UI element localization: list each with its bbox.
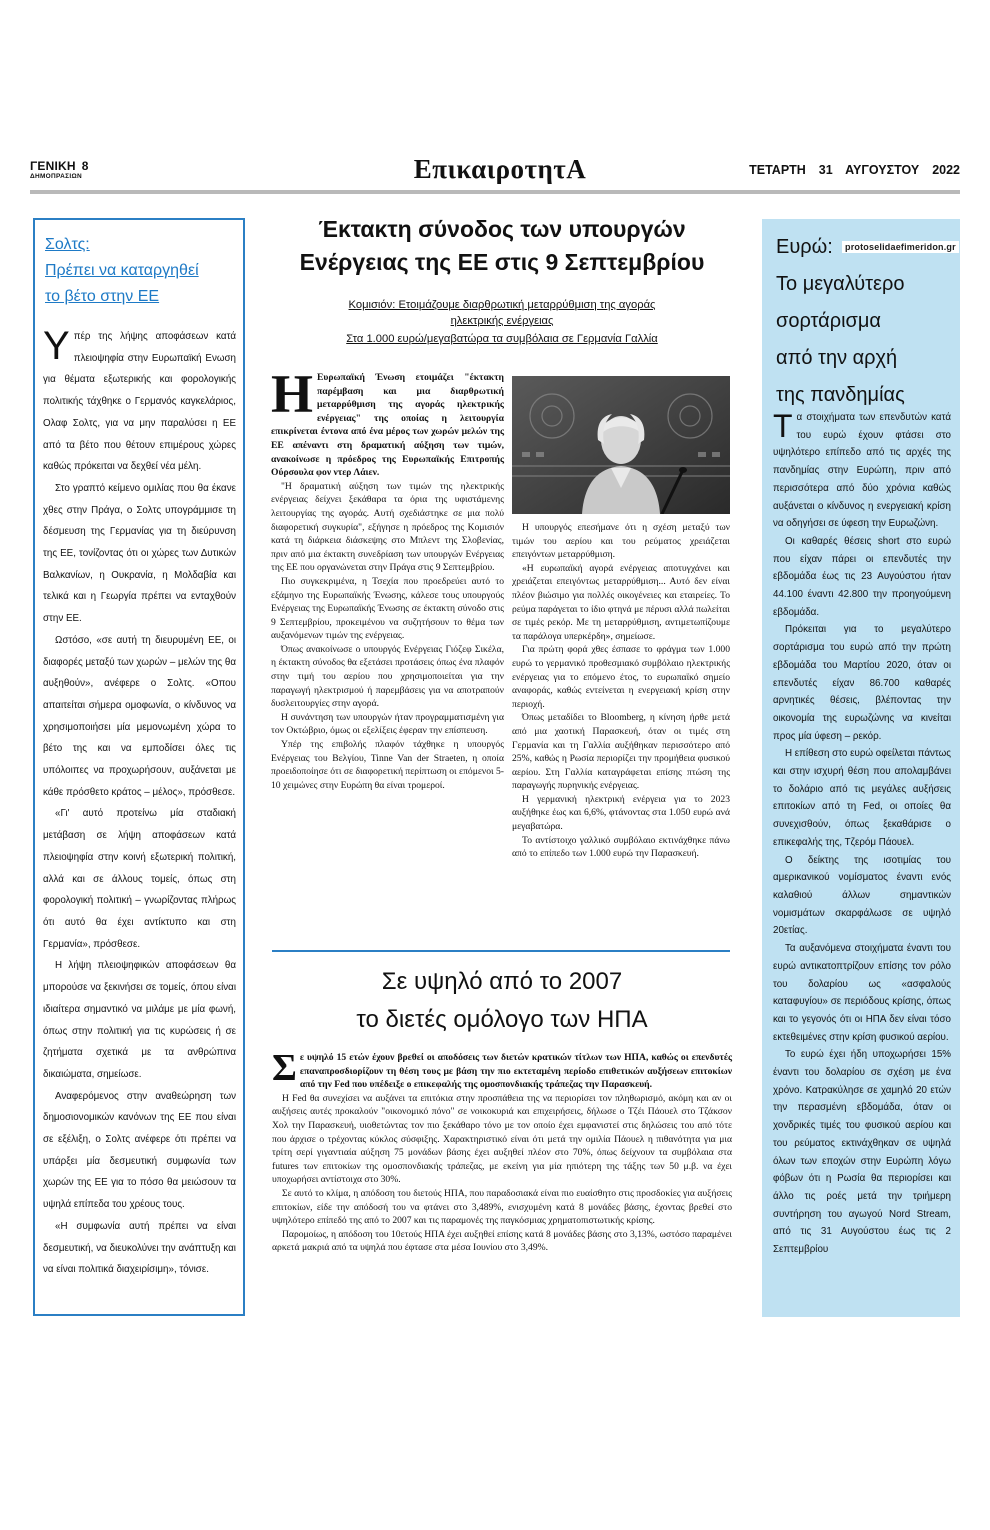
paragraph: Τα αυξανόμενα στοιχήματα έναντι του ευρώ αντικατοπτρίζουν επίσης τον ρόλο του δολαρίου ως «ασφαλούς καταφυγίου» σε περιόδους κρίσης, όπως και το γεγονός ότι οι ΗΠΑ δεν είναι τόσο εκτεθειμένες στην κρίση φυσικού αερίου.: [773, 943, 951, 1043]
paragraph: Πρόκειται για το μεγαλύτερο σορτάρισμα του ευρώ από την πρώτη εβδομάδα του Μαρτίου 2020, όταν οι επενδυτές είχαν 86.700 καθαρές αρνητικές θέσεις, βλέποντας την οικονομία της ευρωζώνης να κινείται προς μία ύφεση – ρεκόρ.: [773, 624, 951, 742]
paragraph: Πιο συγκεκριμένα, η Τσεχία που προεδρεύει αυτό το εξάμηνο της Ευρωπαϊκής Ένωσης, κάλεσε τους υπουργούς Ενέργειας της Ευρωπαϊκής Ένωσης σε έκτακτη σύνοδο στις 9 Σεπτεμβρίου, προκειμένου να συζητήσουν το θέμα των αυξανόμενων τιμών της ενέργειας.: [271, 575, 504, 642]
article2-headline: [262, 963, 742, 1039]
right-headline: [776, 229, 956, 414]
paragraph: Ωστόσο, «σε αυτή τη διευρυμένη ΕΕ, οι διαφορές μεταξύ των χωρών – μελών της θα αυξηθούν», ανέφερε ο Σολτς. «Οπου απαιτείται σήμερα ομοφωνία, ο κίνδυνος να χρησιμοποιήσει μία μεμονωμένη χώρα το βέτο της και να εμποδίσει όλες τις υπόλοιπες να προχωρήσουν, αυξάνεται με κάθε πρόσθετο κράτος – μέλος», πρόσθεσε.: [43, 634, 236, 798]
paper-subtitle: ΔΗΜΟΠΡΑΣΙΩΝ: [30, 173, 82, 180]
paragraph: "Η δραματική αύξηση των τιμών της ηλεκτρικής ενέργειας δείχνει ξεκάθαρα τα όρια της υφιστάμενης λειτουργίας της αγοράς. Αυτή σχεδιάστηκε σε μια πολύ διαφορετική συγκυρία", εξήγησε η πρόεδρος της Κομισιόν κατά τη διάρκεια διάσκεψης στο Μπλεντ της Σλοβενίας, πριν από μια έκτακτη συνεδρίαση των υπουργών Ενέργειας της ΕΕ που οργανώνεται στην Πράγα στις 9 Σεπτεμβρίου.: [271, 480, 504, 574]
article1-subheadline: [262, 298, 742, 348]
headline-line: Έκτακτη σύνοδος των υπουργών: [318, 216, 686, 242]
paragraph: Το αντίστοιχο γαλλικό συμβόλαιο εκτινάχθηκε πάνω από το επίπεδο των 1.000 ευρώ την Παρασκευή.: [512, 834, 730, 860]
paragraph: Αναφερόμενος στην αναθεώρηση των δημοσιονομικών κανόνων της ΕΕ που είναι σε εξέλιξη, ο Σολτς ανέφερε ότι πρέπει να υπάρξει μία δεσμευτική συμφωνία των χωρών της ΕΕ για το πόσο θα μειώσουν τα υψηλά επίπεδα του χρέους τους.: [43, 1090, 236, 1211]
paragraph: «Γι' αυτό προτείνω μία σταδιακή μετάβαση σε λήψη αποφάσεων κατά πλειοψηφία στην κοινή εξωτερική πολιτική, αλλά και σε άλλους τομείς, όπως στη φορολογική πολιτική – γνωρίζοντας πλήρως ότι αυτό θα έχει αντίκτυπο και στη Γερμανία», πρόσθεσε.: [43, 808, 236, 950]
paragraph: Το ευρώ έχει ήδη υποχωρήσει 15% έναντι του δολαρίου σε σχέση με ένα χρόνο. Κατρακύλησε σε χαμηλό 20 ετών την περασμένη εβδομάδα, όταν οι χονδρικές τιμές του φυσικού αερίου και του ρεύματος εκτινάχθηκαν σε υψηλά όλων των εποχών στην Ευρώπη λόγω φόβων ότι η Ρωσία θα περιορίσει και άλλο τις ροές μετά την τριήμερη συντήρηση του αγωγού Nord Stream, από τις 31 Αυγούστου έως τις 2 Σεπτεμβρίου: [773, 1049, 951, 1256]
left-sidebar-box: [33, 218, 245, 1316]
paragraph: Η λήψη πλειοψηφικών αποφάσεων θα μπορούσε να ξεκινήσει σε τομείς, όπου είναι ιδιαίτερα σημαντικό να μιλάμε με μία φωνή, όπως στην πολιτική για τις κυρώσεις ή σε ζητήματα σχετικά με τα ανθρώπινα δικαιώματα, σημείωσε.: [43, 960, 236, 1080]
paragraph: Για πρώτη φορά χθες έσπασε το φράγμα των 1.000 ευρώ το γερμανικό προθεσμιακό συμβόλαιο ηλεκτρικής ενέργειας για το επόμενο έτος, το ευρωπαϊκό σημείο αναφοράς, καθώς εντείνεται η ενεργειακή κρίση στην περιοχή.: [512, 644, 730, 710]
speaker-photo: [512, 376, 730, 514]
paragraph: Η επίθεση στο ευρώ οφείλεται πάντως και στην ισχυρή θέση που απολαμβάνει το δολάριο από τις μεγάλες αυξήσεις επιτοκίων από τη Fed, οι οποίες θα συνεχισθούν, όπως ξεκαθάρισε ο επικεφαλής της, Τζερόμ Πάουελ.: [773, 748, 951, 848]
issue-date: ΤΕΤΑΡΤΗ 31 ΑΥΓΟΥΣΤΟΥ 2022: [749, 163, 960, 177]
paragraph: «Η συμφωνία αυτή πρέπει να είναι δεσμευτική, να διευκολύνει την ανάπτυξη και να είναι πολιτικά διαχειρίσιμη», τόνισε.: [43, 1220, 236, 1276]
article1-headline: [262, 213, 742, 279]
paragraph: Η γερμανική ηλεκτρική ενέργεια για το 2023 αυξήθηκε έως και 6,6%, φτάνοντας στα 1.050 ευρώ ανά μεγαβατώρα.: [512, 793, 730, 833]
paragraph: Όπως ανακοίνωσε ο υπουργός Ενέργειας Γιόζεφ Σικέλα, η έκτακτη σύνοδος θα εξετάσει προτάσεις όπως ένα πλαφόν στην τιμή του αερίου που χρησιμοποιείται για την παραγωγή ηλεκτρισμού ή παρεμβάσεις για να αποτραπούν δυσλειτουργίες στην αγορά.: [271, 643, 504, 710]
subheadline-line: ηλεκτρικής ενέργειας: [450, 314, 554, 327]
paragraph: Οι καθαρές θέσεις short στο ευρώ που είχαν πάρει οι επενδυτές την εβδομάδα έως τις 23 Αυγούστου ήταν 44.100 έναντι 42.800 την προηγούμενη εβδομάδα.: [773, 535, 951, 618]
header-paper-name: [30, 160, 120, 181]
header-rule: [30, 190, 960, 194]
left-headline-line: Πρέπει να καταργηθεί: [45, 262, 199, 279]
paper-title: ΓΕΝΙΚΗ 8: [30, 159, 89, 173]
left-headline-line: το βέτο στην ΕΕ: [45, 288, 160, 305]
headline-line: Ενέργειας της ΕΕ στις 9 Σεπτεμβρίου: [299, 249, 705, 275]
paragraph: Σε αυτό το κλίμα, η απόδοση του διετούς ΗΠΑ, που παραδοσιακά είναι πιο ευαίσθητο στις προσδοκίες για αυξήσεις επιτοκίων, είδε την απόδοσή του να φτάνει στο 3,489%, ενισχυμένη κατά 8 μονάδες βάσης, έχοντας βρεθεί στο υψηλότερο επίπεδό της από το 2007 και τις παραμονές της παγκόσμιας χρηματοπιστωτικής κρίσης.: [272, 1187, 732, 1227]
section-title: ΕπικαιροτητΑ: [413, 154, 587, 184]
article2-body: [272, 1047, 732, 1255]
dropcap: Υ: [43, 324, 70, 368]
paragraph: Όπως μεταδίδει το Bloomberg, η κίνηση ήρθε μετά από μια χαοτική Παρασκευή, όταν οι τιμές στη Γερμανία και τη Γαλλία αυξήθηκαν περισσότερο από 25%, καθώς η Ρωσία περιορίζει την προμήθεια φυσικού αερίου. Στη Γαλλία καταγράφεται επίσης πτώση της παραγωγής πυρηνικής ενέργειας.: [512, 712, 730, 792]
right-article-body: [773, 409, 951, 1259]
right-headline-line: σορτάρισμα: [776, 310, 881, 332]
dropcap: Η: [271, 364, 314, 424]
headline-line: το διετές ομόλογο των ΗΠΑ: [356, 1006, 648, 1033]
article1-lead: Η Ευρωπαϊκή Ένωση ετοιμάζει "έκτακτη παρέμβαση και μια διαρθρωτική μεταρρύθμιση της αγοράς ηλεκτρικής ενέργειας" της οποίας η λειτουργία επικρίνεται έντονα από ένα μέρος των χωρών μελών της ΕΕ απέναντι στη δραματική αύξηση των τιμών, ανακοίνωσε η πρόεδρος της Ευρωπαϊκής Επιτροπής Ούρσουλα φον ντερ Λάιεν.: [271, 364, 504, 479]
subheadline-line: Κομισιόν: Ετοιμάζουμε διαρθρωτική μεταρρύθμιση της αγοράς: [348, 299, 656, 311]
dropcap: Τ: [773, 408, 793, 444]
right-headline-line: της πανδημίας: [776, 384, 905, 406]
paragraph: Υπέρ της λήψης αποφάσεων κατά πλειοψηφία στην Ευρωπαϊκή Ενωση για θέματα εξωτερικής και φορολογικής πολιτικής τάχθηκε ο Γερμανός καγκελάριος, Ολαφ Σολτς, για να μην παραλύσει η ΕΕ από τα βέτο που θέτουν επιμέρους χώρες καθώς πρόκειται να δεχθεί νέα μέλη.: [43, 324, 236, 473]
paragraph: Υπέρ της επιβολής πλαφόν τάχθηκε η υπουργός Ενέργειας του Βελγίου, Tinne Van der Straeten, η οποία προειδοποίησε ότι σε διαφορετική περίπτωση οι επόμενοι 5-10 χειμώνες στην Ευρώπη θα είναι τρομεροί.: [271, 739, 504, 791]
page-number: 8: [81, 159, 89, 173]
dropcap: Σ: [272, 1047, 297, 1089]
paragraph: Η συνάντηση των υπουργών ήταν προγραμματισμένη για τον Οκτώβριο, όμως οι εξελίξεις έφεραν την επίσπευση.: [271, 711, 504, 737]
left-headline: [45, 232, 240, 310]
left-headline-line: Σολτς:: [45, 236, 90, 253]
site-watermark: protoselidaefimeridon.gr: [842, 241, 959, 253]
paragraph: Ο δείκτης της ισοτιμίας του αμερικανικού νομίσματος έναντι ενός καλαθιού άλλων σημαντικών νομισμάτων σκαρφάλωσε σε υψηλό 20ετίας.: [773, 854, 951, 937]
right-headline-line: Το μεγαλύτερο: [776, 273, 905, 295]
paragraph: Τα στοιχήματα των επενδυτών κατά του ευρώ έχουν φτάσει στο υψηλότερο επίπεδο από τις αρχές της πανδημίας στην Ευρώπη, πριν από περισσότερα από δύο χρόνια καθώς αυξάνεται ο κίνδυνος η ενεργειακή κρίση να οδηγήσει σε ύφεση την Ευρωζώνη.: [773, 408, 951, 530]
paragraph: Η υπουργός επεσήμανε ότι η σχέση μεταξύ των τιμών του αερίου και του ρεύματος χρειάζεται επειγόντων μεταρρύθμιση.: [512, 522, 730, 561]
paragraph: Η Fed θα συνεχίσει να αυξάνει τα επιτόκια στην προσπάθεια της να περιορίσει τον πληθωρισμό, ακόμη και αν οι αυξήσεις αυτές προκαλούν "οικονομικό πόνο" σε νοικοκυριά και επιχειρήσεις, δήλωσε ο Τζέι Πάουελ στο Τζάκσον Χολ την Παρασκευή, υιοθετώντας τον πιο ξεκάθαρο τόνο με τον οποίο έχει εμφανιστεί στις δηλώσεις του από τότε που άρχισε ο τρέχοντας κύκλος σύσφιξης. Χαρακτηριστικό είναι ότι μετά την ομιλία Πάουελ η πιθανότητα για μια τρίτη σερί γιγαντιαία αύξηση 75 μονάδων βάσης έχει αυξηθεί πλέον στο 70%, όπως δείχνουν τα συμβόλαια στα futures των επιτοκίων της ομοσπονδιακής τράπεζας, με εκείνη για μία ηπιότερη της τάξης των 50 μ.β. να έχει υποχωρήσει αντίστοιχα στο 30%.: [272, 1092, 732, 1186]
subheadline-line: Στα 1.000 ευρώ/μεγαβατώρα τα συμβόλαια σε Γερμανία Γαλλία: [346, 333, 658, 345]
article1-column-2: [512, 521, 730, 861]
article1-column-1: [271, 364, 504, 792]
right-headline-line: από την αρχή: [776, 347, 898, 369]
paragraph: «Η ευρωπαϊκή αγορά ενέργειας αποτυγχάνει και χρειάζεται επειγόντως μεταρρύθμιση... Αυτό δεν είναι πλέον βιώσιμο για πολλές οικογένειες και εταιρείες. Το ρεύμα παράγεται το ίδιο φτηνά με πέρυσι αλλά πωλείται σε τιμές ρεκόρ. Με τη μεταρρύθμιση, αντιμετωπίζουμε τα παράλογα υπερκέρδη», σημείωσε.: [512, 562, 730, 642]
article2-lead: Σε υψηλό 15 ετών έχουν βρεθεί οι αποδόσεις των διετών κρατικών τίτλων των ΗΠΑ, καθώς οι επενδυτές επαναπροσδιορίζουν τη θέση τους με βάση την πιο εκτεταμένη περίοδο επιθετικών αυξήσεων επιτοκίων από την Fed που υπέδειξε ο επικεφαλής της ομοσπονδιακής τράπεζας την Παρασκευή.: [272, 1047, 732, 1091]
paragraph: Παρομοίως, η απόδοση του 10ετούς ΗΠΑ έχει αυξηθεί επίσης κατά 8 μονάδες βάσης στο 3,13%, ωστόσο παραμένει αρκετά μακριά από τα υψηλά που έφτασε στα μέσα Ιουνίου στο 3,49%.: [272, 1228, 732, 1254]
right-headline-line: Ευρώ:: [776, 236, 833, 258]
section-divider: [272, 950, 730, 952]
headline-line: Σε υψηλό από το 2007: [381, 968, 623, 995]
left-article-body: [43, 326, 236, 1281]
paragraph: Στο γραπτό κείμενο ομιλίας που θα έκανε χθες στην Πράγα, ο Σολτς υπογράμμισε τη δέσμευση της Γερμανίας για τη διεύρυνση της ΕΕ, τονίζοντας ότι οι χώρες των Δυτικών Βαλκανίων, η Ουκρανία, η Μολδαβία και τελικά και η Γεωργία πρέπει να ενταχθούν στην ΕΕ.: [43, 482, 236, 625]
right-sidebar-box: [762, 219, 960, 1317]
